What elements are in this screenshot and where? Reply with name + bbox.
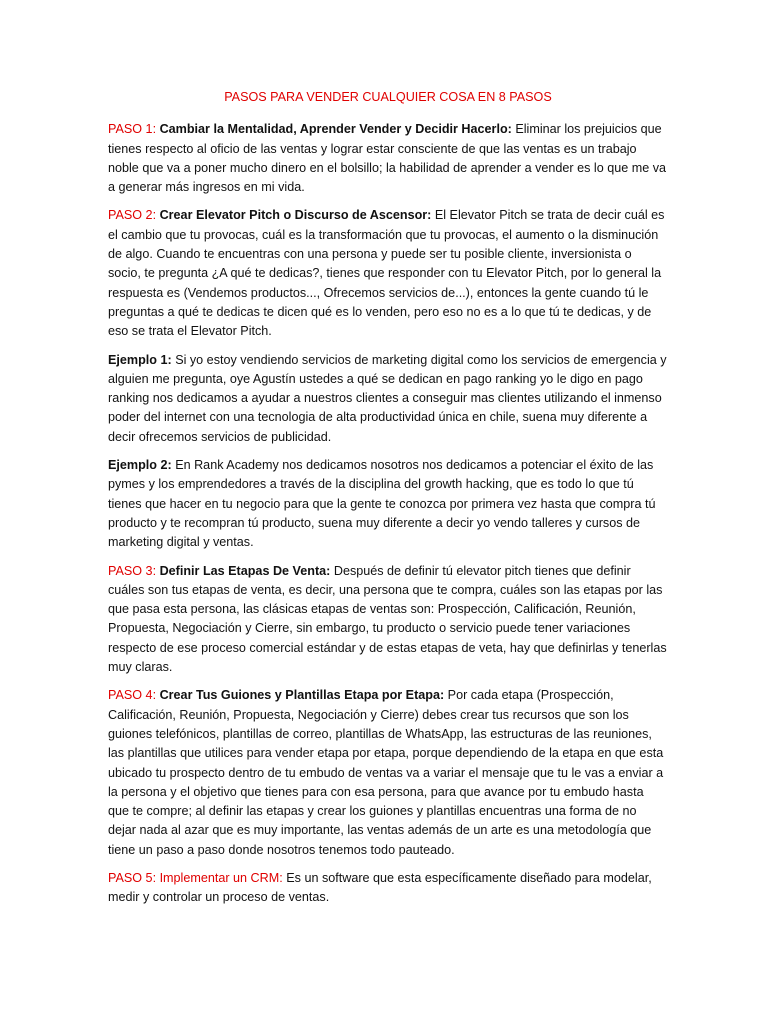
paso-3-paragraph [108,562,668,678]
paso-2-label: PASO 2: [108,208,157,223]
paso-2-heading: Crear Elevator Pitch o Discurso de Ascensor: [159,208,432,223]
paso-4-body: Por cada etapa (Prospección, Calificación, Reunión, Propuesta, Negociación y Cierre) debes crear tus recursos que son los guiones telefónicos, plantillas de correo, plantillas de WhatsApp, las estructuras de las reuniones, las plantillas que utilices para vender etapa por etapa, porque dependiendo de la etapa en que esta ubicado tu prospecto dentro de tu embudo de ventas va a variar el mensaje que tu le vas a enviar a la persona y el objetivo que tienes para con esa persona, para que avance por tu embudo hasta que te compre; al definir las etapas y crear los guiones y plantillas encuentras una forma de no dejar nada al azar que es muy importante, las ventas además de un arte es una metodología que tiene un paso a paso donde nosotros tenemos todo pauteado. [108,688,664,857]
ejemplo-1-label: Ejemplo 1: [108,352,172,367]
paso-1-heading: Cambiar la Mentalidad, Aprender Vender y Decidir Hacerlo: [159,122,512,137]
ejemplo-2-label: Ejemplo 2: [108,458,172,473]
ejemplo-1-paragraph [108,351,668,447]
paso-5-label: PASO 5: [108,870,157,885]
paso-4-paragraph [108,686,668,860]
paso-3-heading: Definir Las Etapas De Venta: [159,563,331,578]
paso-1-label: PASO 1: [108,122,157,137]
paso-5-paragraph [108,869,668,908]
paso-2-body: El Elevator Pitch se trata de decir cuál es el cambio que tu provocas, cuál es la transformación que tu provocas, el aumento o la disminución de algo. Cuando te encuentras con una persona y puede ser tu posible cliente, inversionista o socio, te pregunta ¿A qué te dedicas?, tienes que responder con tu Elevator Pitch, por lo general la respuesta es (Vendemos productos..., Ofrecemos servicios de...), entonces la gente cuando tú le preguntas a qué te dedicas te dicen qué es lo venden, pero eso no es a lo que tú te dedicas, y de eso se trata el Elevator Pitch. [108,208,665,339]
paso-2-paragraph [108,206,668,341]
paso-3-body: Después de definir tú elevator pitch tienes que definir cuáles son tus etapas de venta, es decir, una persona que te compra, cuáles son las etapas por las que pasa esta persona, las clásicas etapas de ventas son: Prospección, Calificación, Reunión, Propuesta, Negociación y Cierre, sin embargo, tu producto o servicio puede tener variaciones respecto de ese proceso comercial estándar y de estas etapas de veta, hay que definirlas y tenerlas muy claras. [108,563,667,675]
paso-3-label: PASO 3: [108,563,157,578]
ejemplo-2-body: En Rank Academy nos dedicamos nosotros nos dedicamos a potenciar el éxito de las pymes y los emprendedores a través de la disciplina del growth hacking, que es todo lo que tú tienes que hacer en tu negocio para que la gente te conozca por primera vez hasta que compra tú producto y te recompran tú producto, suena muy diferente a decir yo vendo talleres y cursos de marketing digital y ventas. [108,458,656,550]
document-title: PASOS PARA VENDER CUALQUIER COSA EN 8 PASOS [224,90,552,104]
paso-5-heading: Implementar un CRM: [159,870,283,885]
paso-5-body: Es un software que esta específicamente diseñado para modelar, medir y controlar un proceso de ventas. [108,870,652,905]
paso-4-label: PASO 4: [108,688,157,703]
paso-1-paragraph [108,120,668,197]
ejemplo-2-paragraph [108,456,668,552]
paso-1-body: Eliminar los prejuicios que tienes respecto al oficio de las ventas y lograr estar consciente de que las ventas es un trabajo noble que va a poner mucho dinero en el bolsillo; la habilidad de aprender a vender es lo que me va a generar más ingresos en mi vida. [108,122,666,195]
ejemplo-1-body: Si yo estoy vendiendo servicios de marketing digital como los servicios de emergencia y alguien me pregunta, oye Agustín ustedes a qué se dedican en pago ranking yo le digo en pago ranking nos dedicamos a ayudar a nuestros clientes a conseguir mas clientes utilizando el inmenso poder del internet con una tecnologia de alta productividad única en chile, suena muy diferente a decir ofrecemos servicios de publicidad. [108,352,667,444]
paso-4-heading: Crear Tus Guiones y Plantillas Etapa por Etapa: [159,688,445,703]
